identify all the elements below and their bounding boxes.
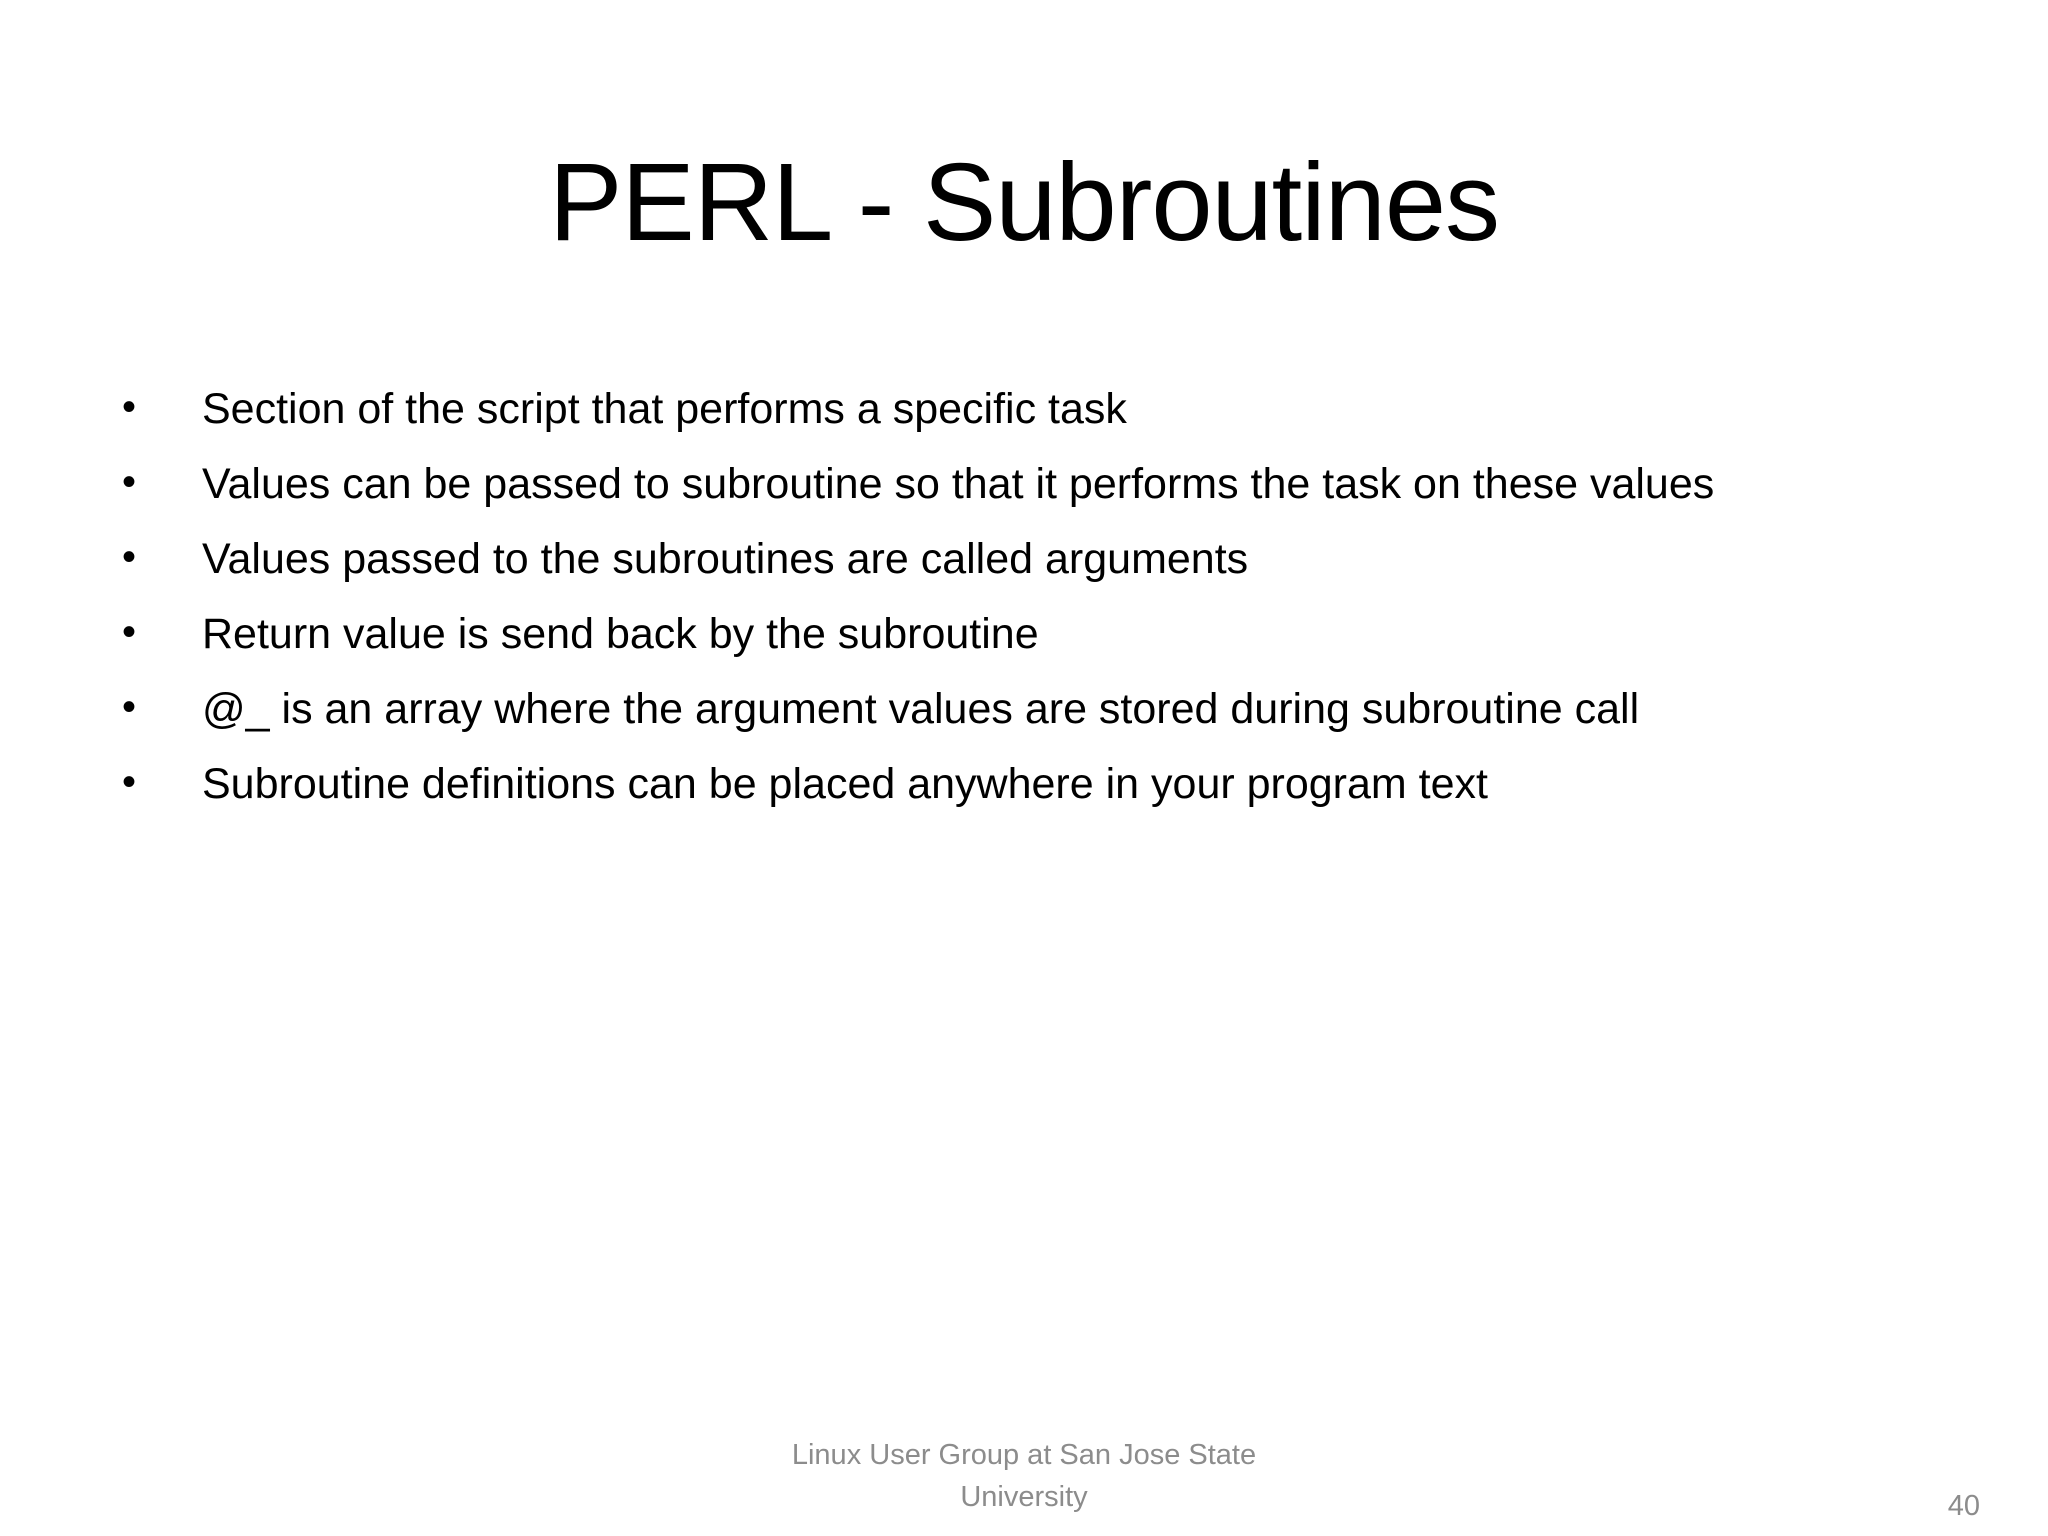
bullet-icon: •	[122, 760, 137, 804]
page-number: 40	[1947, 1490, 1980, 1522]
slide-title: PERL - Subroutines	[548, 141, 1500, 264]
bullet-item	[120, 447, 2000, 522]
bullet-text: Section of the script that performs a specific task	[202, 385, 1127, 433]
bullet-text: @_ is an array where the argument values are stored during subroutine call	[202, 685, 1640, 733]
bullet-text: Values passed to the subroutines are called arguments	[202, 535, 1249, 583]
bullet-list	[120, 372, 2000, 822]
bullet-icon: •	[122, 685, 137, 729]
slide-footer	[724, 1434, 1324, 1518]
bullet-item	[120, 672, 2000, 747]
bullet-item	[120, 597, 2000, 672]
bullet-item	[120, 747, 2000, 822]
bullet-icon: •	[122, 385, 137, 429]
footer-line-2: University	[960, 1481, 1088, 1513]
bullet-icon: •	[122, 535, 137, 579]
footer-line-1: Linux User Group at San Jose State	[791, 1439, 1257, 1471]
bullet-text: Subroutine definitions can be placed anywhere in your program text	[202, 760, 1488, 808]
bullet-item	[120, 372, 2000, 447]
bullet-icon: •	[122, 610, 137, 654]
bullet-icon: •	[122, 460, 137, 504]
bullet-text: Values can be passed to subroutine so that it performs the task on these values	[202, 460, 1715, 508]
bullet-text: Return value is send back by the subroutine	[202, 610, 1039, 658]
bullet-item	[120, 522, 2000, 597]
